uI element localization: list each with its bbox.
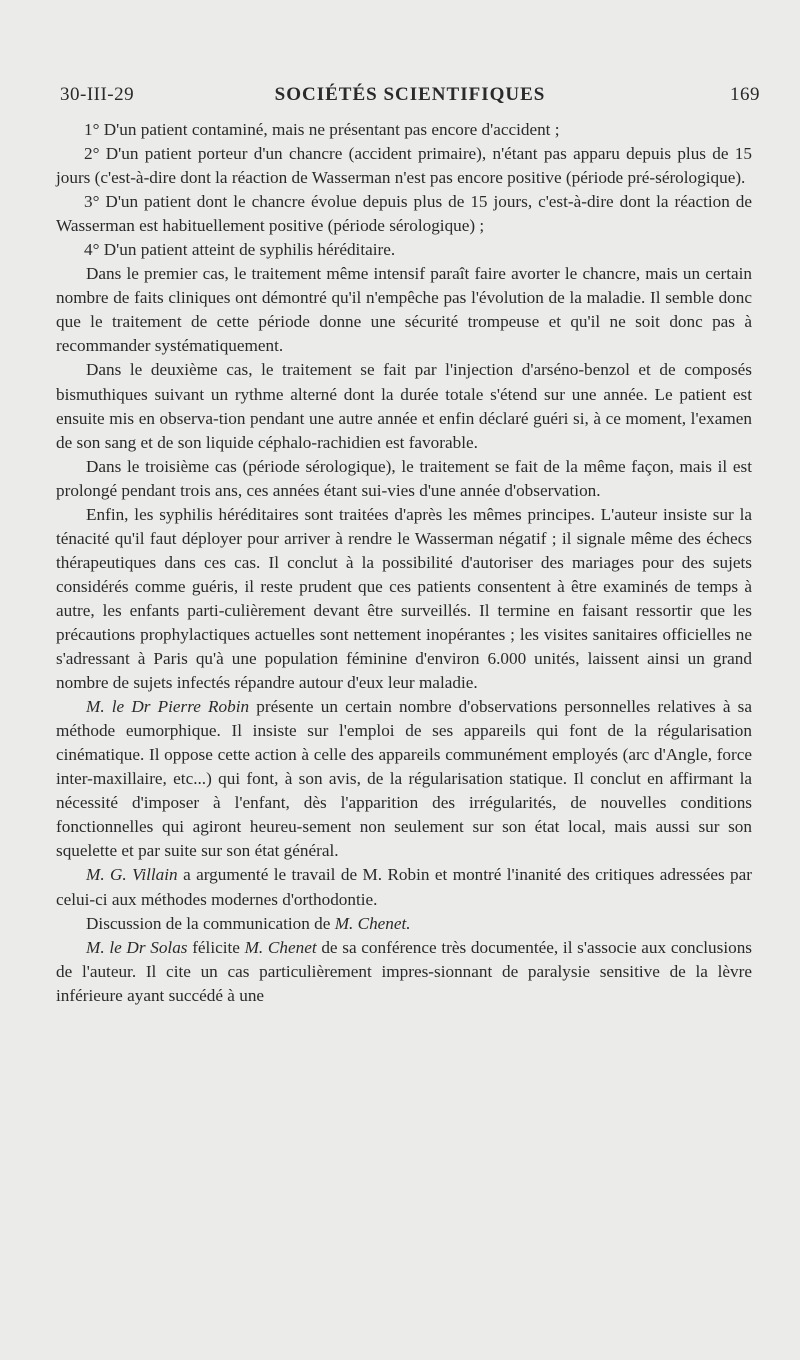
speaker-solas: M. le Dr Solas xyxy=(86,937,188,957)
body-text xyxy=(56,118,752,1008)
paragraph-4: 4° D'un patient atteint de syphilis héréditaire. xyxy=(84,240,396,260)
solas-text-2: de sa conférence très documentée, il s'associe aux conclusions de l'auteur. Il cite un cas particulièrement impres-sionnant de paralysie sensitive de la lèvre inférieure ayant succédé à une xyxy=(56,937,752,1005)
discussion-name: M. Chenet. xyxy=(334,913,411,933)
speaker-robin: M. le Dr Pierre Robin xyxy=(86,697,250,717)
paragraph-7: Dans le troisième cas (période sérologique), le traitement se fait de la même façon, mais il est prolongé pendant trois ans, ces années étant sui-vies d'une année d'observation. xyxy=(56,456,752,500)
paragraph-1: 1° D'un patient contaminé, mais ne présentant pas encore d'accident ; xyxy=(84,120,560,139)
paragraph-5: Dans le premier cas, le traitement même intensif paraît faire avorter le chancre, mais un certain nombre de faits cliniques ont démontré qu'il n'empêche pas l'évolution de la maladie. Il semble donc que le traitement de cette période donne une sécurité trompeuse et qu'il ne soit donc pas à recommander systématiquement. xyxy=(56,264,752,356)
paragraph-6: Dans le deuxième cas, le traitement se fait par l'injection d'arséno-benzol et de composés bismuthiques suivant un rythme alterné dont la durée totale s'étend sur une année. Le patient est ensuite mis en observa-tion pendant une autre année et enfin déclaré guéri si, à ce moment, l'examen de son sang et de son liquide céphalo-rachidien est favorable. xyxy=(56,360,752,452)
solas-text-1: félicite xyxy=(187,937,245,957)
paragraph-8: Enfin, les syphilis héréditaires sont traitées d'après les mêmes principes. L'auteur insiste sur la ténacité qu'il faut déployer pour arriver à rendre le Wasserman négatif ; il signale même des échecs thérapeutiques dans ces cas. Il conclut à la possibilité d'autoriser des mariages pour des sujets considérés comme guéris, il reste prudent que ces patients consentent à être examinés de temps à autre, les enfants parti-culièrement devant être surveillés. Il termine en faisant ressortir que les précautions prophylactiques actuelles sont nettement inopérantes ; les visites sanitaires officielles ne s'adressant à Paris qu'à une population féminine d'environ 6.000 unités, laissent ainsi un grand nombre de sujets infectés répandre autour d'eux leur maladie. xyxy=(56,504,752,693)
paragraph-3: 3° D'un patient dont le chancre évolue depuis plus de 15 jours, c'est-à-dire dont la réaction de Wasserman est habituellement positive (période sérologique) ; xyxy=(56,192,752,236)
solas-name: M. Chenet xyxy=(244,937,317,957)
page-number: 169 xyxy=(730,84,760,105)
discussion-text: Discussion de la communication de xyxy=(86,913,335,933)
header-title: SOCIÉTÉS SCIENTIFIQUES xyxy=(274,84,546,105)
paragraph-villain xyxy=(56,863,752,911)
villain-text: a argumenté le travail de M. Robin et montré l'inanité des critiques adressées par celui-ci aux méthodes modernes d'orthodontie. xyxy=(56,865,752,909)
paragraph-2: 2° D'un patient porteur d'un chancre (accident primaire), n'étant pas apparu depuis plus de 15 jours (c'est-à-dire dont la réaction de Wasserman n'est pas encore positive (période pré-sérologique). xyxy=(56,144,752,188)
header-date: 30-III-29 xyxy=(60,84,135,105)
running-header xyxy=(60,84,760,114)
paragraph-robin xyxy=(56,695,752,863)
paragraph-solas xyxy=(56,936,752,1008)
paragraph-discussion xyxy=(56,912,752,936)
speaker-villain: M. G. Villain xyxy=(86,865,178,885)
robin-text: présente un certain nombre d'observations personnelles relatives à sa méthode eumorphique. Il insiste sur l'emploi de ses appareils qui font de la régularisation cinématique. Il oppose cette action à celle des appareils communément employés (arc d'Angle, force inter-maxillaire, etc...) qui font, à son avis, de la régularisation statique. Il conclut en affirmant la nécessité d'imposer à l'enfant, dès l'apparition des irrégularités, de nouvelles conditions fonctionnelles qui agiront heureu-sement non seulement sur son état local, mais aussi sur son squelette et par suite sur son état général. xyxy=(56,697,752,861)
